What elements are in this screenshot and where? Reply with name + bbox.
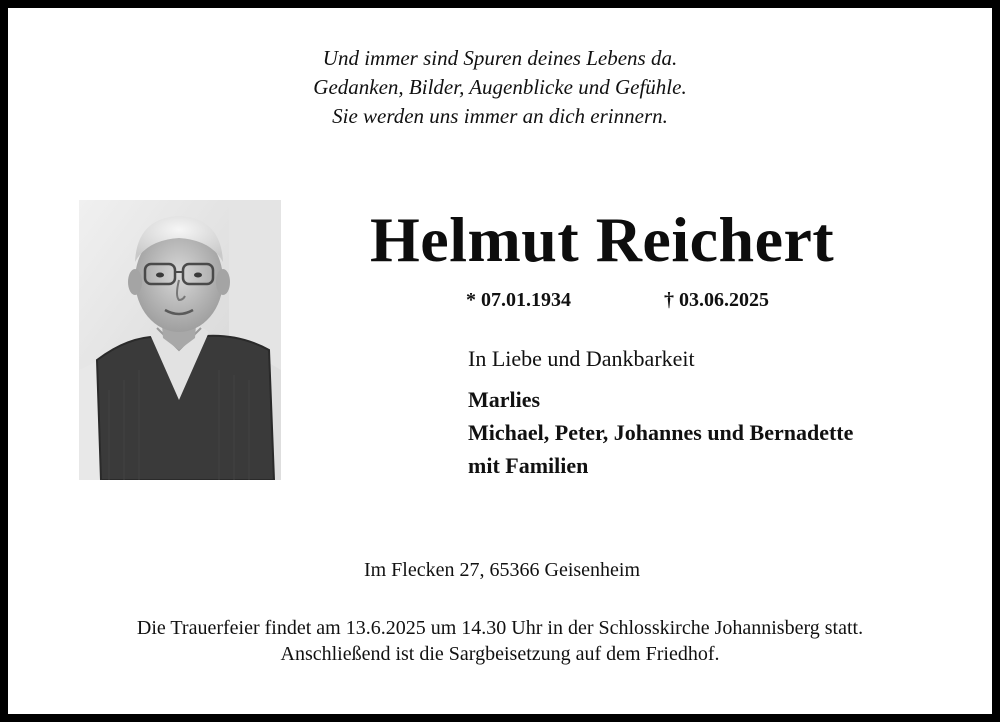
deceased-name: Helmut Reichert	[370, 204, 835, 275]
mourners-intro: In Liebe und Dankbarkeit	[468, 346, 695, 371]
poem-line: Sie werden uns immer an dich erinnern.	[332, 104, 668, 128]
mourner-line: Michael, Peter, Johannes und Bernadette	[468, 420, 854, 445]
mourner-line: Marlies	[468, 387, 541, 412]
funeral-service-info	[8, 615, 992, 667]
mourners-list	[468, 383, 853, 482]
service-line: Anschließend ist die Sargbeisetzung auf dem Friedhof.	[280, 643, 720, 665]
poem-line: Und immer sind Spuren deines Lebens da.	[322, 46, 678, 70]
mourner-line: mit Familien	[468, 453, 589, 478]
memorial-poem	[8, 44, 992, 131]
death-date: † 03.06.2025	[664, 289, 769, 311]
family-address: Im Flecken 27, 65366 Geisenheim	[363, 559, 641, 581]
service-line: Die Trauerfeier findet am 13.6.2025 um 14.30 Uhr in der Schlosskirche Johannisberg statt.	[136, 617, 864, 639]
poem-line: Gedanken, Bilder, Augenblicke und Gefühle.	[313, 75, 687, 99]
portrait-photo	[79, 200, 281, 480]
birth-date: * 07.01.1934	[466, 289, 571, 311]
obituary-card	[8, 8, 992, 714]
